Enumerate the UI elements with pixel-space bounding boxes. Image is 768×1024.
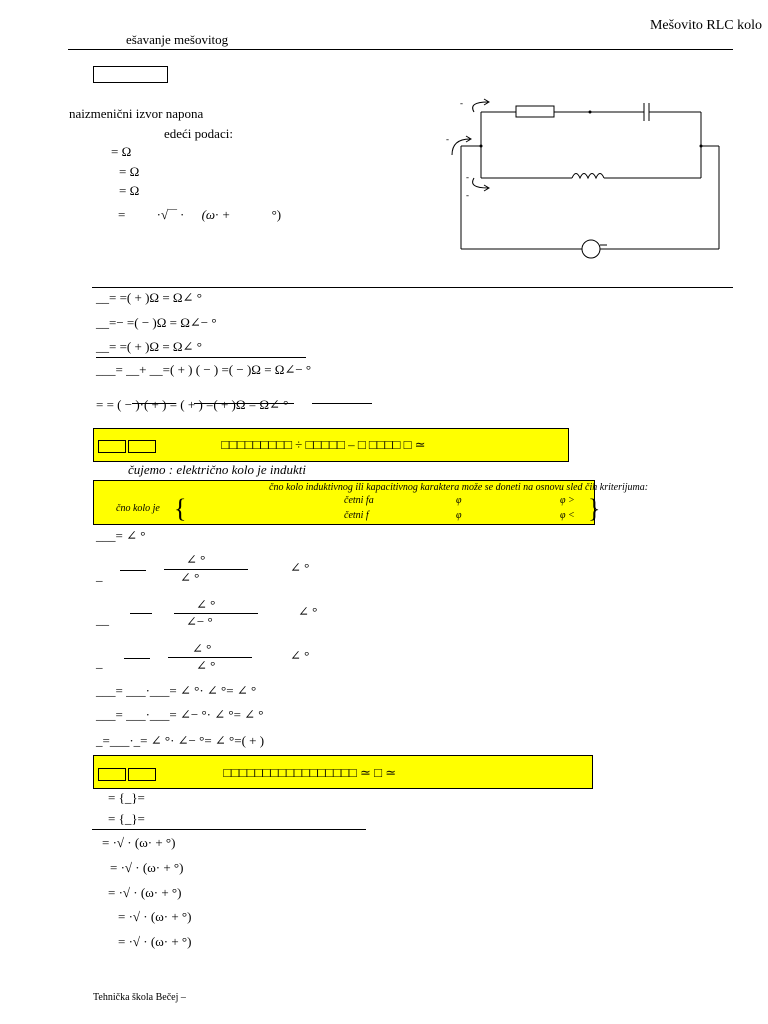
section-divider bbox=[92, 287, 733, 288]
result-highlight-box-2: □□□□□□□□□□□□□□□□□ ≃ □ ≃ bbox=[93, 755, 593, 789]
svg-text:-: - bbox=[466, 172, 469, 182]
result-line-1: = {_}= bbox=[108, 790, 145, 805]
svg-text:-: - bbox=[446, 134, 449, 144]
current-label-4: _ bbox=[96, 655, 103, 670]
fraction-bar bbox=[194, 403, 294, 404]
given-label: edeći podaci: bbox=[164, 126, 233, 141]
current-label-2: _ bbox=[96, 568, 103, 583]
power-line: _=___·_= ∠ °· ∠− °= ∠ °=( + ) bbox=[96, 733, 265, 748]
conclusion-text: čujemo : električno kolo je indukti bbox=[128, 462, 306, 477]
current-num-3: ∠ ° bbox=[196, 597, 216, 612]
criteria-row-1-phi: φ bbox=[456, 495, 462, 506]
criteria-left-label: čno kolo je bbox=[116, 503, 160, 514]
current-num-4: ∠ ° bbox=[192, 641, 212, 656]
source-expression: = ·√‾‾ · (ω· + °) bbox=[118, 207, 282, 222]
results-rule bbox=[92, 829, 366, 830]
fraction-bar bbox=[164, 569, 248, 570]
impedance-line-4: ___= __+ __=( + ) ( − ) =( − )Ω = Ω∠− ° bbox=[96, 362, 312, 377]
inductor-symbol bbox=[572, 174, 604, 179]
time-function-2: = ·√ · (ω· + °) bbox=[110, 860, 184, 875]
time-function-1: = ·√ · (ω· + °) bbox=[102, 835, 176, 850]
resistor-symbol bbox=[516, 106, 554, 117]
svg-text:-: - bbox=[466, 190, 469, 200]
impedance-line-3: __= =( + )Ω = Ω∠ ° bbox=[96, 339, 202, 354]
given-line-3: = Ω bbox=[119, 183, 140, 198]
footer-text: Tehnička škola Bečej – bbox=[93, 992, 186, 1003]
source-label: naizmenični izvor napona bbox=[69, 106, 204, 121]
ac-source-symbol bbox=[582, 240, 600, 258]
criteria-row-2-phi: φ bbox=[456, 510, 462, 521]
impedance-line-1: __= =( + )Ω = Ω∠ ° bbox=[96, 290, 202, 305]
document-subtitle: ešavanje mešovitog bbox=[126, 32, 229, 47]
given-line-2: = Ω bbox=[119, 164, 140, 179]
criteria-row-1-condition: φ > bbox=[560, 495, 575, 506]
current-result-4: ∠ ° bbox=[290, 648, 310, 663]
svg-text:-: - bbox=[460, 98, 463, 108]
given-line-1: = Ω bbox=[111, 144, 132, 159]
right-brace: } bbox=[588, 494, 601, 523]
time-function-5: = ·√ · (ω· + °) bbox=[118, 934, 192, 949]
left-brace: { bbox=[174, 494, 187, 523]
current-den-3: ∠− ° bbox=[186, 614, 213, 629]
voltage-line-1: ___= ___·___= ∠ °· ∠ °= ∠ ° bbox=[96, 683, 257, 698]
criteria-row-2-condition: φ < bbox=[560, 510, 575, 521]
criteria-row-1-label: četni fa bbox=[344, 495, 374, 506]
current-result-3: ∠ ° bbox=[298, 604, 318, 619]
impedance-line-5: = = ( − )·( + ) = ( + ) =( + )Ω = Ω∠ ° bbox=[96, 397, 289, 412]
fraction-bar bbox=[132, 403, 176, 404]
time-function-4: = ·√ · (ω· + °) bbox=[118, 909, 192, 924]
current-result-2: ∠ ° bbox=[290, 560, 310, 575]
time-function-3: = ·√ · (ω· + °) bbox=[108, 885, 182, 900]
fraction-bar bbox=[130, 613, 152, 614]
voltage-line-2: ___= ___·___= ∠− °· ∠ °= ∠ ° bbox=[96, 707, 264, 722]
fraction-bar bbox=[124, 658, 150, 659]
fraction-bar bbox=[312, 403, 372, 404]
result-line-2: = {_}= bbox=[108, 811, 145, 826]
document-title: Mešovito RLC kolo bbox=[649, 18, 762, 33]
impedance-line-2: __=− =( − )Ω = Ω∠− ° bbox=[96, 315, 217, 330]
current-den-2: ∠ ° bbox=[180, 570, 200, 585]
result-highlight-box-1: □□□□□□□□□ ÷ □□□□□ – □ □□□□ □ ≃ bbox=[93, 428, 569, 462]
fraction-bar bbox=[120, 570, 146, 571]
criteria-box bbox=[93, 480, 649, 525]
criteria-heading: čno kolo induktivnog ili kapacitivnog karaktera može se doneti na osnovu sled čih kriterijuma: bbox=[269, 482, 649, 493]
criteria-row-2-label: četni f bbox=[344, 510, 369, 521]
current-line-1: ___= ∠ ° bbox=[96, 528, 146, 543]
impedance-rule bbox=[96, 357, 306, 358]
current-label-3: __ bbox=[96, 612, 109, 627]
current-num-2: ∠ ° bbox=[186, 552, 206, 567]
current-den-4: ∠ ° bbox=[196, 658, 216, 673]
